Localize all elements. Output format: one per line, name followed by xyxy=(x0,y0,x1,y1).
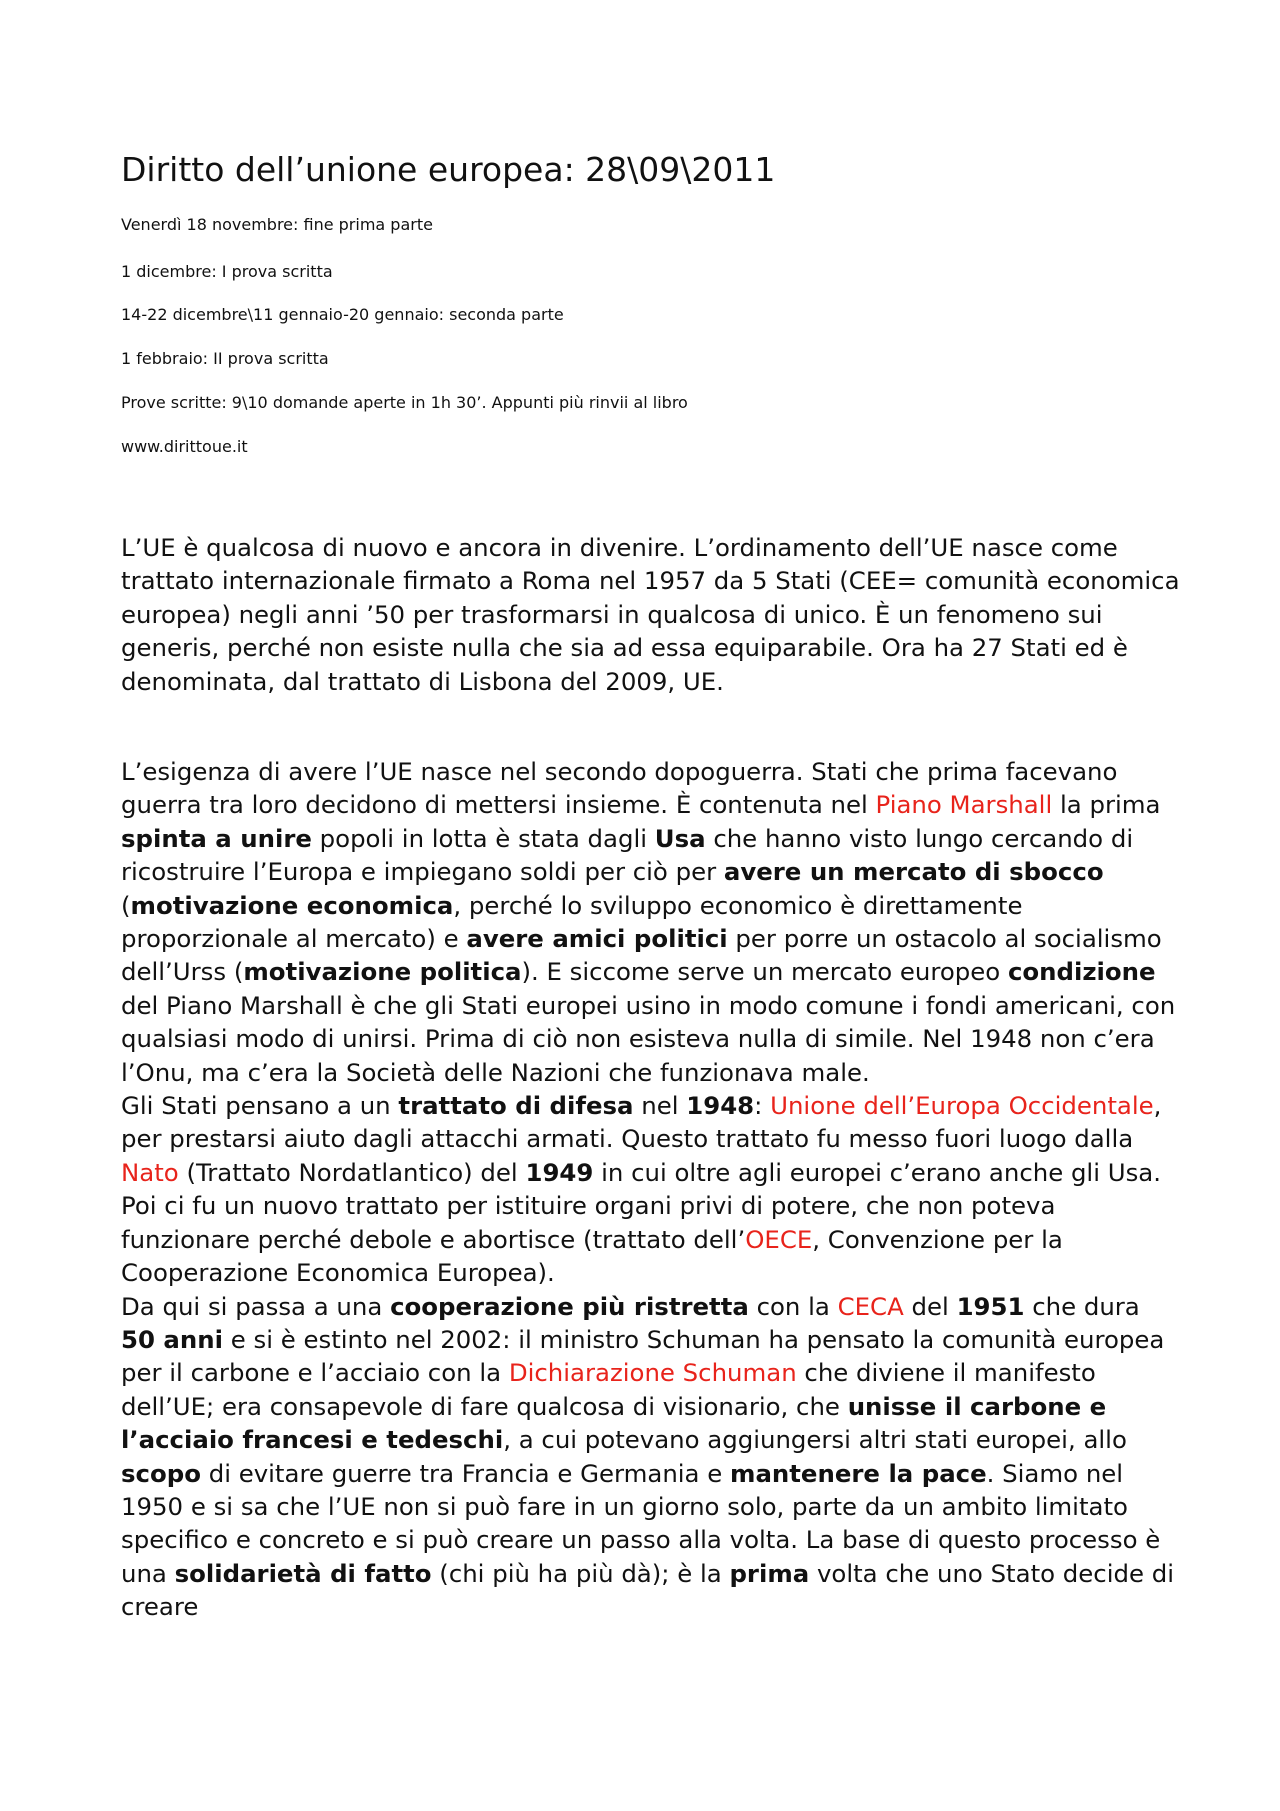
bold-run: solidarietà di fatto xyxy=(174,1558,432,1588)
bold-run: mantenere la pace xyxy=(730,1458,987,1488)
text-run: nel xyxy=(633,1091,687,1121)
bold-run: trattato di difesa xyxy=(398,1091,634,1121)
highlight-ceca: CECA xyxy=(837,1291,904,1321)
bold-run: 50 anni xyxy=(121,1324,223,1354)
text-run: con la xyxy=(748,1291,838,1321)
text-run: Poi ci fu un nuovo trattato per istituire organi privi di potere, che non poteva funzionare perché debole e abortisce (trattato dell’ xyxy=(121,1191,1056,1254)
text-run: Gli Stati pensano a un xyxy=(121,1091,399,1121)
text-run: , a cui potevano aggiungersi altri stati europei, allo xyxy=(503,1425,1127,1455)
paragraph-ceca xyxy=(121,1290,1181,1624)
paragraph-history xyxy=(121,755,1181,1624)
text-run: in cui oltre agli europei c’erano anche gli Usa. xyxy=(593,1157,1162,1187)
text-run: e si è estinto nel 2002: il ministro Schuman ha pensato la comunità europea per il carbone e l’acciaio con la xyxy=(121,1324,1165,1388)
text-run: del Piano Marshall è che gli Stati europei usino in modo comune i fondi americani, con qualsiasi modo di unirsi. Prima di ciò non esisteva nulla di simile. Nel 1948 non c’era l’Onu, ma c’era la Società delle Nazioni che funzionava male. xyxy=(121,990,1176,1087)
text-run: , perché lo sviluppo economico è direttamente proporzionale al mercato) e xyxy=(121,890,1023,954)
note-line-3: 14-22 dicembre\11 gennaio-20 gennaio: seconda parte xyxy=(121,305,564,324)
bold-run: motivazione economica xyxy=(130,890,454,920)
text-run: (chi più ha più dà); è la xyxy=(431,1558,730,1588)
bold-run: cooperazione più ristretta xyxy=(390,1291,749,1321)
paragraph-oece xyxy=(121,1189,1181,1289)
text-run: ). E siccome serve un mercato europeo xyxy=(521,957,1008,987)
text-run: Da qui si passa a una xyxy=(121,1291,391,1321)
bold-run: unisse il carbone e l’acciaio francesi e tedeschi xyxy=(121,1391,1107,1455)
text-run: , Convenzione per la Cooperazione Economica Europea). xyxy=(121,1224,1063,1288)
note-line-6: www.dirittoue.it xyxy=(121,437,248,456)
text-run: per porre un ostacolo al socialismo dell’Urss ( xyxy=(121,924,1162,987)
bold-run: prima xyxy=(729,1558,810,1588)
note-line-2: 1 dicembre: I prova scritta xyxy=(121,262,333,281)
text-run: che diviene il manifesto dell’UE; era consapevole di fare qualcosa di visionario, che xyxy=(121,1358,1096,1421)
note-line-4: 1 febbraio: II prova scritta xyxy=(121,349,329,368)
text-run: . Siamo nel 1950 e si sa che l’UE non si può fare in un giorno solo, parte da un ambito limitato specifico e concreto e si può creare un passo alla volta. La base di questo processo è una xyxy=(121,1458,1161,1588)
bold-run: condizione xyxy=(1007,957,1156,987)
text-run: : xyxy=(754,1091,771,1121)
text-run: del xyxy=(903,1291,957,1321)
bold-run: 1949 xyxy=(525,1157,594,1187)
paragraph-defense-treaty xyxy=(121,1089,1181,1189)
text-run: , per prestarsi aiuto dagli attacchi armati. Questo trattato fu messo fuori luogo dalla xyxy=(121,1091,1162,1154)
paragraph-marshall xyxy=(121,755,1181,1089)
highlight-oece: OECE xyxy=(745,1224,813,1254)
bold-run: 1948 xyxy=(686,1091,755,1121)
bold-run: avere un mercato di sbocco xyxy=(723,857,1104,887)
highlight-ueo: Unione dell’Europa Occidentale xyxy=(770,1091,1154,1121)
highlight-nato: Nato xyxy=(121,1157,179,1187)
bold-run: motivazione politica xyxy=(243,957,522,987)
text-run: (Trattato Nordatlantico) del xyxy=(178,1157,526,1187)
highlight-dichiarazione-schuman: Dichiarazione Schuman xyxy=(508,1358,797,1388)
note-line-5: Prove scritte: 9\10 domande aperte in 1h 30’. Appunti più rinvii al libro xyxy=(121,393,688,412)
text-run: di evitare guerre tra Francia e Germania e xyxy=(200,1458,731,1488)
bold-run: avere amici politici xyxy=(466,924,728,954)
note-line-1: Venerdì 18 novembre: fine prima parte xyxy=(121,215,433,234)
text-run: L’esigenza di avere l’UE nasce nel secondo dopoguerra. Stati che prima facevano guerra tra loro decidono di mettersi insieme. È contenuta nel xyxy=(121,757,1118,820)
bold-run: scopo xyxy=(121,1458,201,1488)
text-run: la prima xyxy=(1052,790,1161,820)
bold-run: Usa xyxy=(654,823,706,853)
bold-run: 1951 xyxy=(956,1291,1025,1321)
bold-run: spinta a unire xyxy=(121,823,312,853)
paragraph-intro: L’UE è qualcosa di nuovo e ancora in divenire. L’ordinamento dell’UE nasce come trattato internazionale firmato a Roma nel 1957 da 5 Stati (CEE= comunità economica europea) negli anni ’50 per trasformarsi in qualcosa di unico. È un fenomeno sui generis, perché non esiste nulla che sia ad essa equiparabile. Ora ha 27 Stati ed è denominata, dal trattato di Lisbona del 2009, UE. xyxy=(121,533,1180,696)
text-run: che dura xyxy=(1024,1291,1140,1321)
text-run: popoli in lotta è stata dagli xyxy=(311,823,655,853)
text-run: ( xyxy=(121,890,131,920)
highlight-piano-marshall: Piano Marshall xyxy=(875,790,1053,820)
text-run: che hanno visto lungo cercando di ricostruire l’Europa e impiegano soldi per ciò per xyxy=(121,823,1134,887)
text-run: volta che uno Stato decide di creare xyxy=(121,1558,1174,1622)
page-title: Diritto dell’unione europea: 28\09\2011 xyxy=(121,150,776,189)
